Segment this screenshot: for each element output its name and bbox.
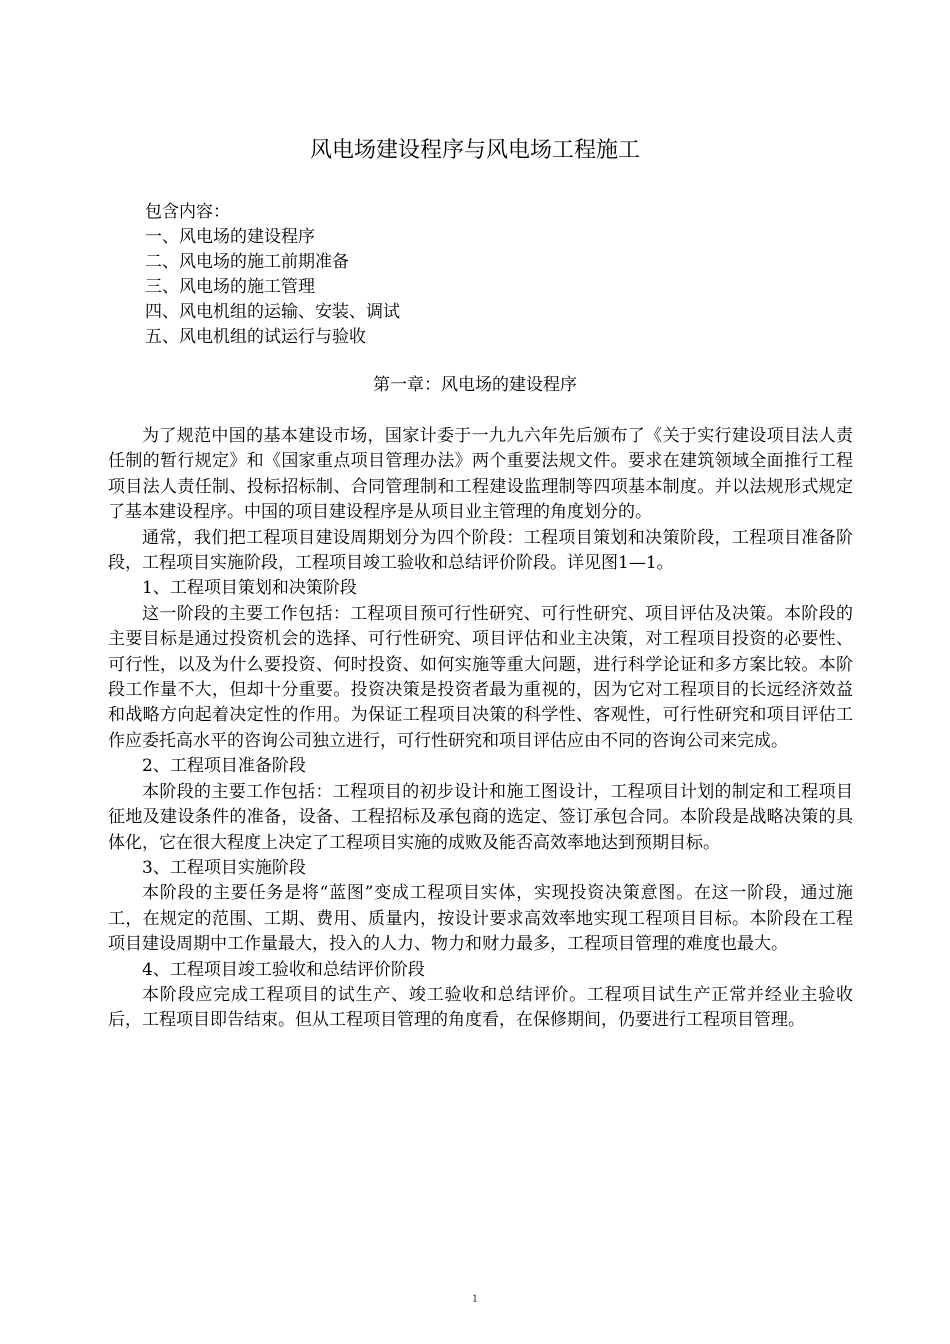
contents-item: 五、风电机组的试运行与验收 <box>145 327 366 347</box>
page-number: 1 <box>471 1294 479 1305</box>
paragraph: 为了规范中国的基本建设市场，国家计委于一九九六年先后颁布了《关于实行建设项目法人责任制的暂行规定》和《国家重点项目管理办法》两个重要法规文件。要求在建筑领域全面推行工程项目法人责任制、投标招标制、合同管理制和工程建设监理制等四项基本制度。并以法规形式规定了基本建设程序。中国的项目建设程序是从项目业主管理的角度划分的。 <box>108 426 853 523</box>
chapter-title: 第一章：风电场的建设程序 <box>373 375 577 395</box>
contents-item: 三、风电场的施工管理 <box>145 277 315 297</box>
contents-item: 一、风电场的建设程序 <box>145 227 315 247</box>
contents-list <box>145 200 845 350</box>
paragraph: 这一阶段的主要工作包括：工程项目预可行性研究、可行性研究、项目评估及决策。本阶段的主要目标是通过投资机会的选择、可行性研究、项目评估和业主决策，对工程项目投资的必要性、可行性，以及为什么要投资、何时投资、如何实施等重大问题，进行科学论证和多方案比较。本阶段工作量不大，但却十分重要。投资决策是投资者最为重视的，因为它对工程项目的长远经济效益和战略方向起着决定性的作用。为保证工程项目决策的科学性、客观性，可行性研究和项目评估工作应委托高水平的咨询公司独立进行，可行性研究和项目评估应由不同的咨询公司来完成。 <box>108 603 853 751</box>
chapter-body <box>108 424 853 1034</box>
section-heading: 3、工程项目实施阶段 <box>142 857 306 878</box>
paragraph: 本阶段的主要任务是将“蓝图”变成工程项目实体，实现投资决策意图。在这一阶段，通过施工，在规定的范围、工期、费用、质量内，按设计要求高效率地实现工程项目目标。本阶段在工程项目建设周期中工作量最大，投入的人力、物力和财力最多，工程项目管理的难度也最大。 <box>108 883 853 955</box>
section-heading: 2、工程项目准备阶段 <box>142 756 306 777</box>
contents-item: 四、风电机组的运输、安装、调试 <box>145 302 400 322</box>
section-heading: 4、工程项目竣工验收和总结评价阶段 <box>142 959 425 980</box>
paragraph: 本阶段应完成工程项目的试生产、竣工验收和总结评价。工程项目试生产正常并经业主验收后，工程项目即告结束。但从工程项目管理的角度看，在保修期间，仍要进行工程项目管理。 <box>108 984 853 1031</box>
contents-heading: 包含内容： <box>145 202 230 222</box>
paragraph: 通常，我们把工程项目建设周期划分为四个阶段：工程项目策划和决策阶段，工程项目准备阶段，工程项目实施阶段，工程项目竣工验收和总结评价阶段。详见图1—1。 <box>108 527 853 574</box>
document-title: 风电场建设程序与风电场工程施工 <box>309 138 640 163</box>
contents-item: 二、风电场的施工前期准备 <box>145 252 349 272</box>
section-heading: 1、工程项目策划和决策阶段 <box>142 578 357 599</box>
paragraph: 本阶段的主要工作包括：工程项目的初步设计和施工图设计，工程项目计划的制定和工程项目征地及建设条件的准备，设备、工程招标及承包商的选定、签订承包合同。本阶段是战略决策的具体化，它在很大程度上决定了工程项目实施的成败及能否高效率地达到预期目标。 <box>108 781 853 853</box>
